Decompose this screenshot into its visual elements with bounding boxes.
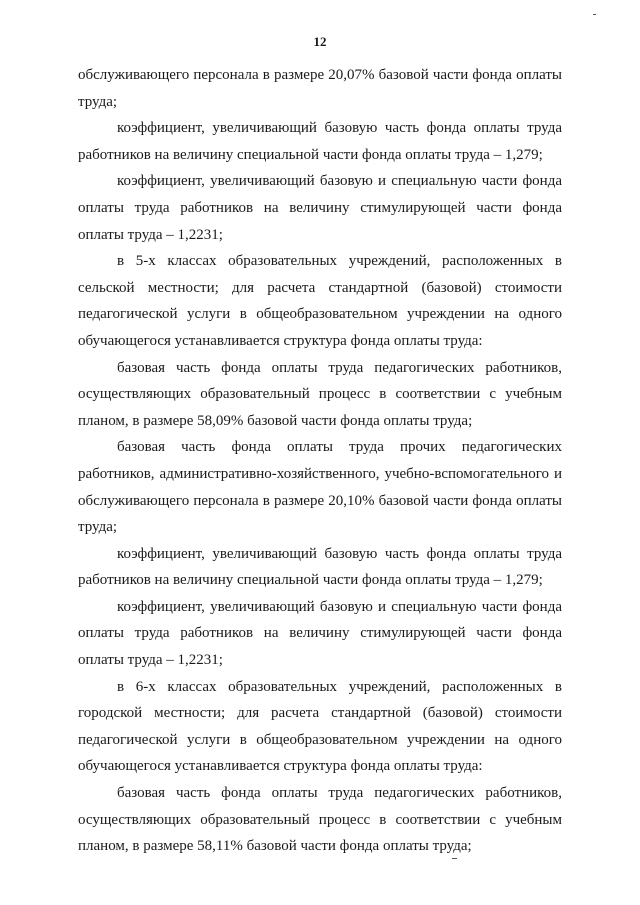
paragraph: коэффициент, увеличивающий базовую часть фонда оплаты труда работников на величину специальной части фонда оплаты труда – 1,279; — [78, 120, 562, 163]
scan-speck — [593, 14, 596, 15]
scan-speck — [452, 858, 457, 859]
page-number: 12 — [313, 34, 327, 49]
paragraph: базовая часть фонда оплаты труда прочих педагогических работников, административно-хозяйственного, учебно-вспомогательного и обслуживающего персонала в размере 20,10% базовой части фонда оплаты труда; — [78, 439, 562, 536]
paragraph: базовая часть фонда оплаты труда педагогических работников, осуществляющих образовательный процесс в соответствии с учебным планом, в размере 58,11% базовой части фонда оплаты труда; — [78, 785, 562, 855]
paragraph: коэффициент, увеличивающий базовую и специальную части фонда оплаты труда работников на величину стимулирующей части фонда оплаты труда – 1,2231; — [78, 598, 562, 669]
paragraph: базовая часть фонда оплаты труда педагогических работников, осуществляющих образовательный процесс в соответствии с учебным планом, в размере 58,09% базовой части фонда оплаты труда; — [78, 359, 562, 429]
paragraph: коэффициент, увеличивающий базовую часть фонда оплаты труда работников на величину специальной части фонда оплаты труда – 1,279; — [78, 545, 562, 589]
paragraph: в 5-х классах образовательных учреждений, расположенных в сельской местности; для расчета стандартной (базовой) стоимости педагогической услуги в общеобразовательном учреждении на одного обучающегося устанавливается структура фонда оплаты труда: — [78, 253, 562, 349]
paragraph: обслуживающего персонала в размере 20,07% базовой части фонда оплаты труда; — [78, 67, 562, 110]
paragraph: в 6-х классах образовательных учреждений, расположенных в городской местности; для расчета стандартной (базовой) стоимости педагогической услуги в общеобразовательном учреждении на одного обучающегося устанавливается структура фонда оплаты труда: — [78, 678, 562, 775]
paragraph: коэффициент, увеличивающий базовую и специальную части фонда оплаты труда работников на величину стимулирующей части фонда оплаты труда – 1,2231; — [78, 173, 562, 243]
document-body — [78, 62, 562, 860]
